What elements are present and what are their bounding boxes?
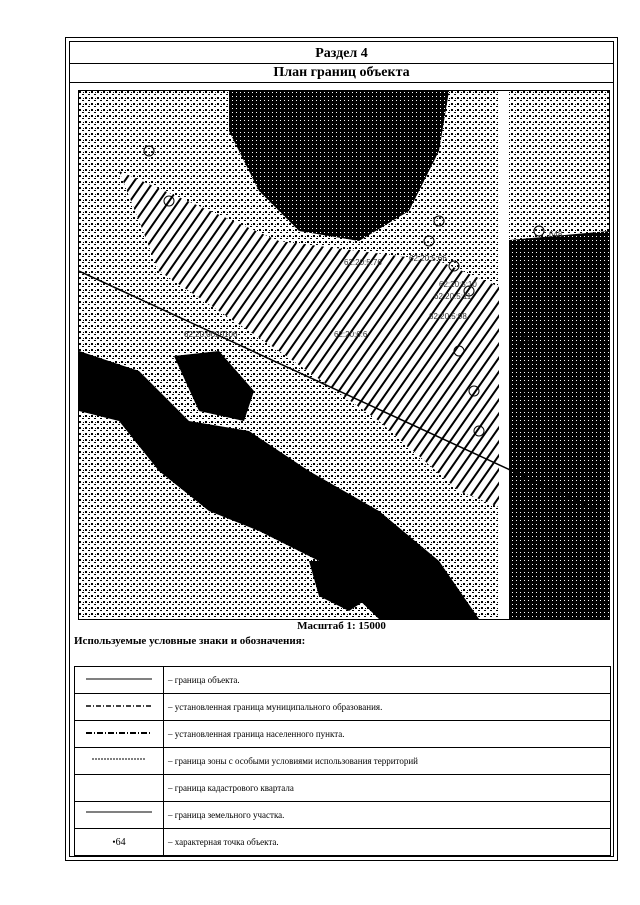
road <box>499 91 509 619</box>
legend-table <box>74 666 611 856</box>
legend-text: – граница кадастрового квартала <box>164 775 611 802</box>
legend-symbol <box>75 694 164 721</box>
forest-area-east <box>499 231 609 619</box>
legend-text: – характерная точка объекта. <box>164 829 611 856</box>
legend-symbol <box>75 802 164 829</box>
legend-row <box>75 721 611 748</box>
parcel-label: 62:20:0020106 <box>184 330 238 339</box>
legend-symbol <box>75 667 164 694</box>
legend-row <box>75 748 611 775</box>
legend-row <box>75 829 611 856</box>
plan-map <box>78 90 610 620</box>
legend-row <box>75 694 611 721</box>
legend-symbol <box>75 775 164 802</box>
document-frame <box>65 37 618 861</box>
document-inner-frame <box>69 41 614 857</box>
solid-line-icon <box>84 674 154 684</box>
legend-text: – граница объекта. <box>164 667 611 694</box>
map-scale: Масштаб 1: 15000 <box>297 620 386 632</box>
point-label: 64 <box>115 836 126 848</box>
parcel-label: 62:20:5:11 <box>434 292 472 301</box>
parcel-label: 62:20:5:66 <box>409 254 447 263</box>
parcel-label: 62:20:5:98 <box>429 312 467 321</box>
parcel-label: 62:20:6:6 <box>334 330 368 339</box>
dashed-line-icon <box>84 755 154 765</box>
legend-row <box>75 667 611 694</box>
dash-dot-thick-line-icon <box>84 728 154 738</box>
legend-symbol <box>75 829 164 856</box>
legend-text: – установленная граница муниципального образования. <box>164 694 611 721</box>
legend-text: – граница зоны с особыми условиями использования территорий <box>164 748 611 775</box>
legend-symbol <box>75 721 164 748</box>
legend-text: – установленная граница населенного пункта. <box>164 721 611 748</box>
thin-line-icon <box>84 809 154 819</box>
parcel-label: 62:20:5:10 <box>439 280 477 289</box>
legend-text: – граница земельного участка. <box>164 802 611 829</box>
plan-title: План границ объекта <box>70 63 613 83</box>
dash-dot-line-icon <box>84 701 154 711</box>
parcel-label: 648 <box>549 230 563 239</box>
point-icon: • <box>112 836 116 847</box>
parcel-label: 62:20:5:76 <box>344 258 382 267</box>
legend-symbol <box>75 748 164 775</box>
legend-title: Используемые условные знаки и обозначения: <box>74 635 306 647</box>
legend-row <box>75 802 611 829</box>
section-title: Раздел 4 <box>70 44 613 64</box>
map-image <box>79 91 609 619</box>
legend-row <box>75 775 611 802</box>
